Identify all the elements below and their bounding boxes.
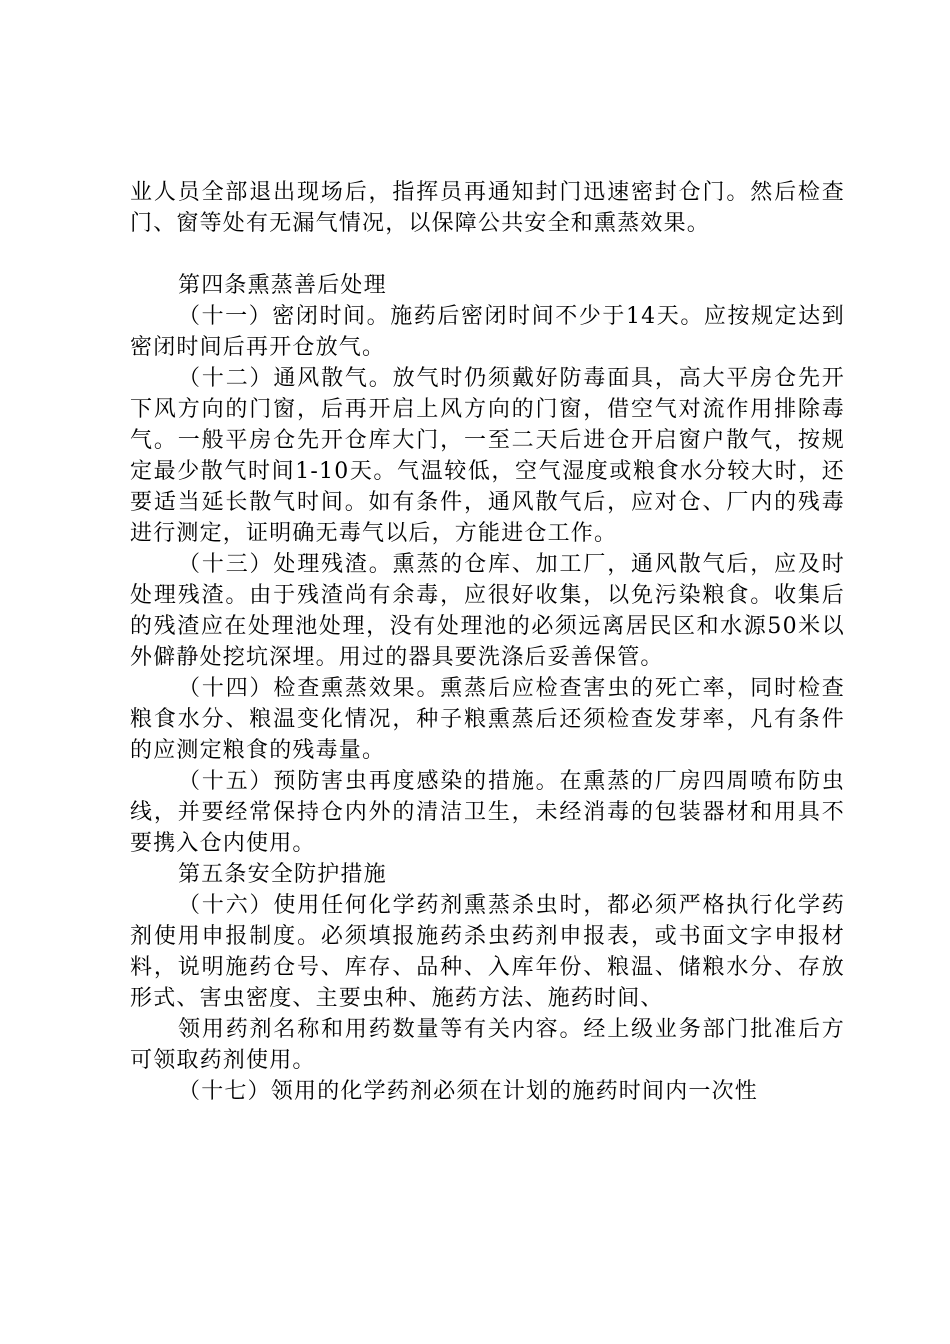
item-17-paragraph: （十七）领用的化学药剂必须在计划的施药时间内一次性 bbox=[178, 1079, 759, 1104]
opening-paragraph: 业人员全部退出现场后，指挥员再通知封门迅速密封仓门。然后检查门、窗等处有无漏气情况，以保障公共安全和熏蒸效果。 bbox=[130, 180, 845, 236]
item-14-paragraph: （十四）检查熏蒸效果。熏蒸后应检查害虫的死亡率，同时检查粮食水分、粮温变化情况，种子粮熏蒸后还须检查发芽率，凡有条件的应测定粮食的残毒量。 bbox=[130, 676, 845, 763]
article-5-heading: 第五条安全防护措施 bbox=[178, 862, 387, 887]
item-13-paragraph: （十三）处理残渣。熏蒸的仓库、加工厂，通风散气后，应及时处理残渣。由于残渣尚有余毒，应很好收集，以免污染粮食。收集后的残渣应在处理池处理，没有处理池的必须远离居民区和水源50米以外僻静处挖坑深埋。用过的器具要洗涤后妥善保管。 bbox=[130, 552, 845, 670]
article-4-heading: 第四条熏蒸善后处理 bbox=[178, 273, 387, 298]
document-body bbox=[130, 177, 845, 1107]
item-16-continuation: 领用药剂名称和用药数量等有关内容。经上级业务部门批准后方可领取药剂使用。 bbox=[130, 1017, 845, 1073]
paragraph-gap bbox=[130, 239, 845, 270]
item-12-paragraph: （十二）通风散气。放气时仍须戴好防毒面具，高大平房仓先开下风方向的门窗，后再开启上风方向的门窗，借空气对流作用排除毒气。一般平房仓先开仓库大门，一至二天后进仓开启窗户散气，按规定最少散气时间1-10天。气温较低，空气湿度或粮食水分较大时，还要适当延长散气时间。如有条件，通风散气后，应对仓、厂内的残毒进行测定，证明确无毒气以后，方能进仓工作。 bbox=[130, 366, 845, 546]
item-15-paragraph: （十五）预防害虫再度感染的措施。在熏蒸的厂房四周喷布防虫线，并要经常保持仓内外的清洁卫生，未经消毒的包装器材和用具不要携入仓内使用。 bbox=[130, 769, 845, 856]
item-16-paragraph: （十六）使用任何化学药剂熏蒸杀虫时，都必须严格执行化学药剂使用申报制度。必须填报施药杀虫药剂申报表，或书面文字申报材料，说明施药仓号、库存、品种、入库年份、粮温、储粮水分、存放形式、害虫密度、主要虫种、施药方法、施药时间、 bbox=[130, 893, 845, 1011]
item-11-paragraph: （十一）密闭时间。施药后密闭时间不少于14天。应按规定达到密闭时间后再开仓放气。 bbox=[130, 304, 845, 360]
